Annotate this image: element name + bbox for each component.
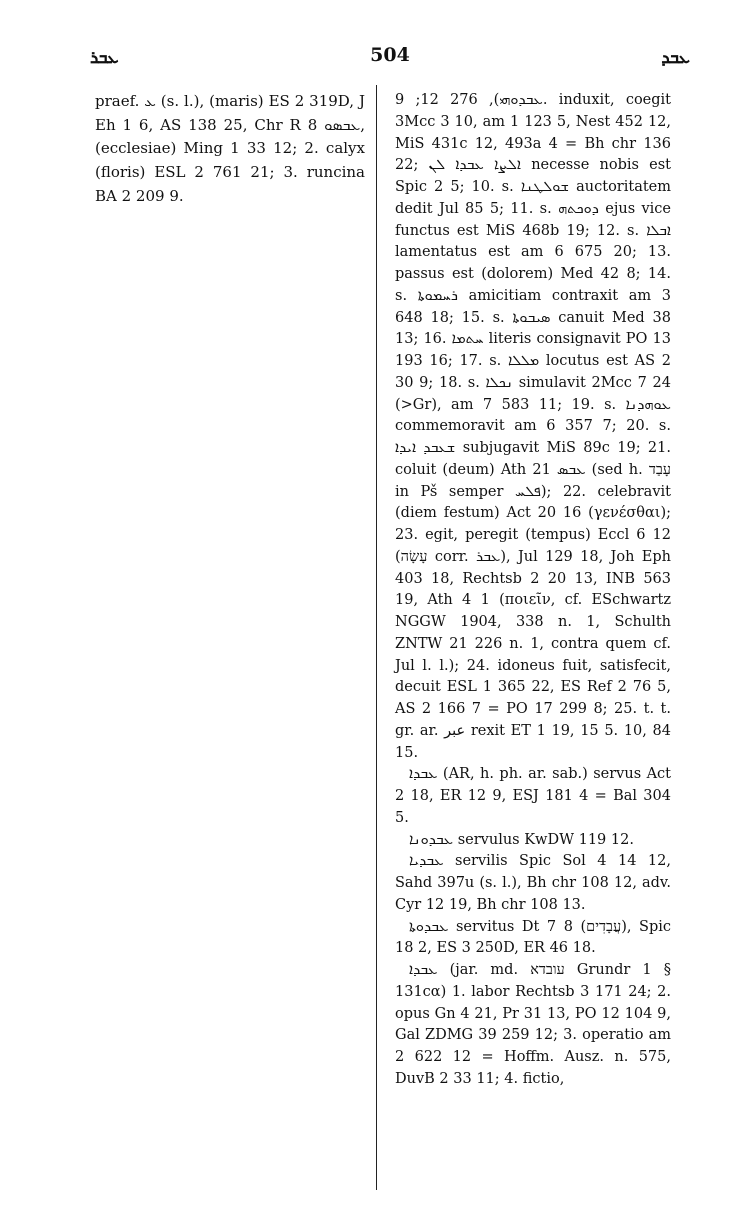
left-column xyxy=(95,90,365,209)
page-number: 504 xyxy=(370,44,410,66)
entry: ܥܒܕܐ (AR, h. ph. ar. sab.) servus Act 2 18, ER 12 9, ESJ 181 4 = Bal 304 5. xyxy=(395,766,671,826)
entry: ܥܒܕܘܢܐ servulus KwDW 119 12. xyxy=(409,831,634,848)
entry: ܥܒܕܝܐ servilis Spic Sol 4 14 12, Sahd 397u (s. l.), Bh chr 108 12, adv. Cyr 12 19, Bh chr 108 13. xyxy=(395,853,671,913)
entry: ܥܒܕܐ (jar. md. עובדא Grundr 1 § 131cα) 1. labor Rechtsb 3 171 24; 2. opus Gn 4 21, Pr 31 13, PO 12 104 9, Gal ZDMG 39 259 12; 3. operatio am 2 622 12 = Hoffm. Ausz. n. 575, DuvB 2 33 11; 4. fictio, xyxy=(395,962,671,1087)
entry: praef. ܥ (s. l.), (maris) ES 2 319D, J Eh 1 6, AS 138 25, Chr R ܥܒܣܘ 8, (ecclesiae) Ming 1 33 12; 2. calyx (floris) ESL 2 761 21; 3. runcina BA 2 209 9. xyxy=(95,92,366,205)
header-right-word: ܥܒܕ xyxy=(661,48,690,68)
right-column xyxy=(395,90,671,1091)
column-divider xyxy=(376,85,377,1190)
header-left-word: ܥܒܪ xyxy=(90,48,119,68)
page-header xyxy=(90,38,690,74)
entry: ܥܒܕܘܗܝ), 276 12; 9. induxit, coegit 3Mcc 3 10, am 1 123 5, Nest 452 12, MiS 431c 12, 493a 4 = Bh chr 136 22; ܐܠܨܐ ܥܒܕܐ ܠܢ necesse nobis est Spic 2 5; 10. s. ܫܘܠܛܢܐ auctoritatem dedit Jul 85 5; 11. s. ܕܘܟܬܗ ejus vice functus est MiS 468b 19; 12. s. ܐܒܠܐ lamentatus est am 6 675 20; 13. passus est (dolorem) Med 42 8; 14. s. ܪܚܡܘܬܐ amicitiam contraxit am 3 648 18; 15. s. ܣܝܒܘܬܐ canuit Med 38 13; 16. ܚܬܡܐ literis consignavit PO 13 193 16; 17. s. ܡܠܠܐ locutus est AS 2 30 9; 18. s. ܢܟܠܐ simulavit 2Mcc 7 24 (>Gr), am 7 583 11; 19. s. ܥܘܗܕܢܐ commemoravit am 6 357 7; 20. s. ܫܥܒܕ ܐܝܕܐ subjugavit MiS 89c 19; 21. coluit (deum) Ath ܥܒܣ 21 (sed h. עָבַד in Pš semper ܦܠܚ); 22. celebravit (diem festum) Act 20 16 (γενέσθαι); 23. egit, peregit (tempus) Eccl 6 12 (עָשָׂה corr. ܥܒܪ), Jul 129 18, Joh Eph 403 18, Rechtsb 2 20 13, INB 563 19, Ath 4 1 (ποιεῖν, cf. ESchwartz NGGW 1904, 338 n. 1, Schulth ZNTW 21 226 n. 1, contra quem cf. Jul l. l.); 24. idoneus fuit, satisfecit, decuit ESL 1 365 22, ES Ref 2 76 5, AS 2 166 7 = PO 17 299 8; 25. t. t. gr. ar. عبر rexit ET 1 19, 15 5. 10, 84 15. xyxy=(395,92,672,761)
entry: ܥܒܕܘܬܐ servitus Dt 7 8 (עֲבָדִים), Spic 18 2, ES 3 250D, ER 46 18. xyxy=(395,918,671,957)
